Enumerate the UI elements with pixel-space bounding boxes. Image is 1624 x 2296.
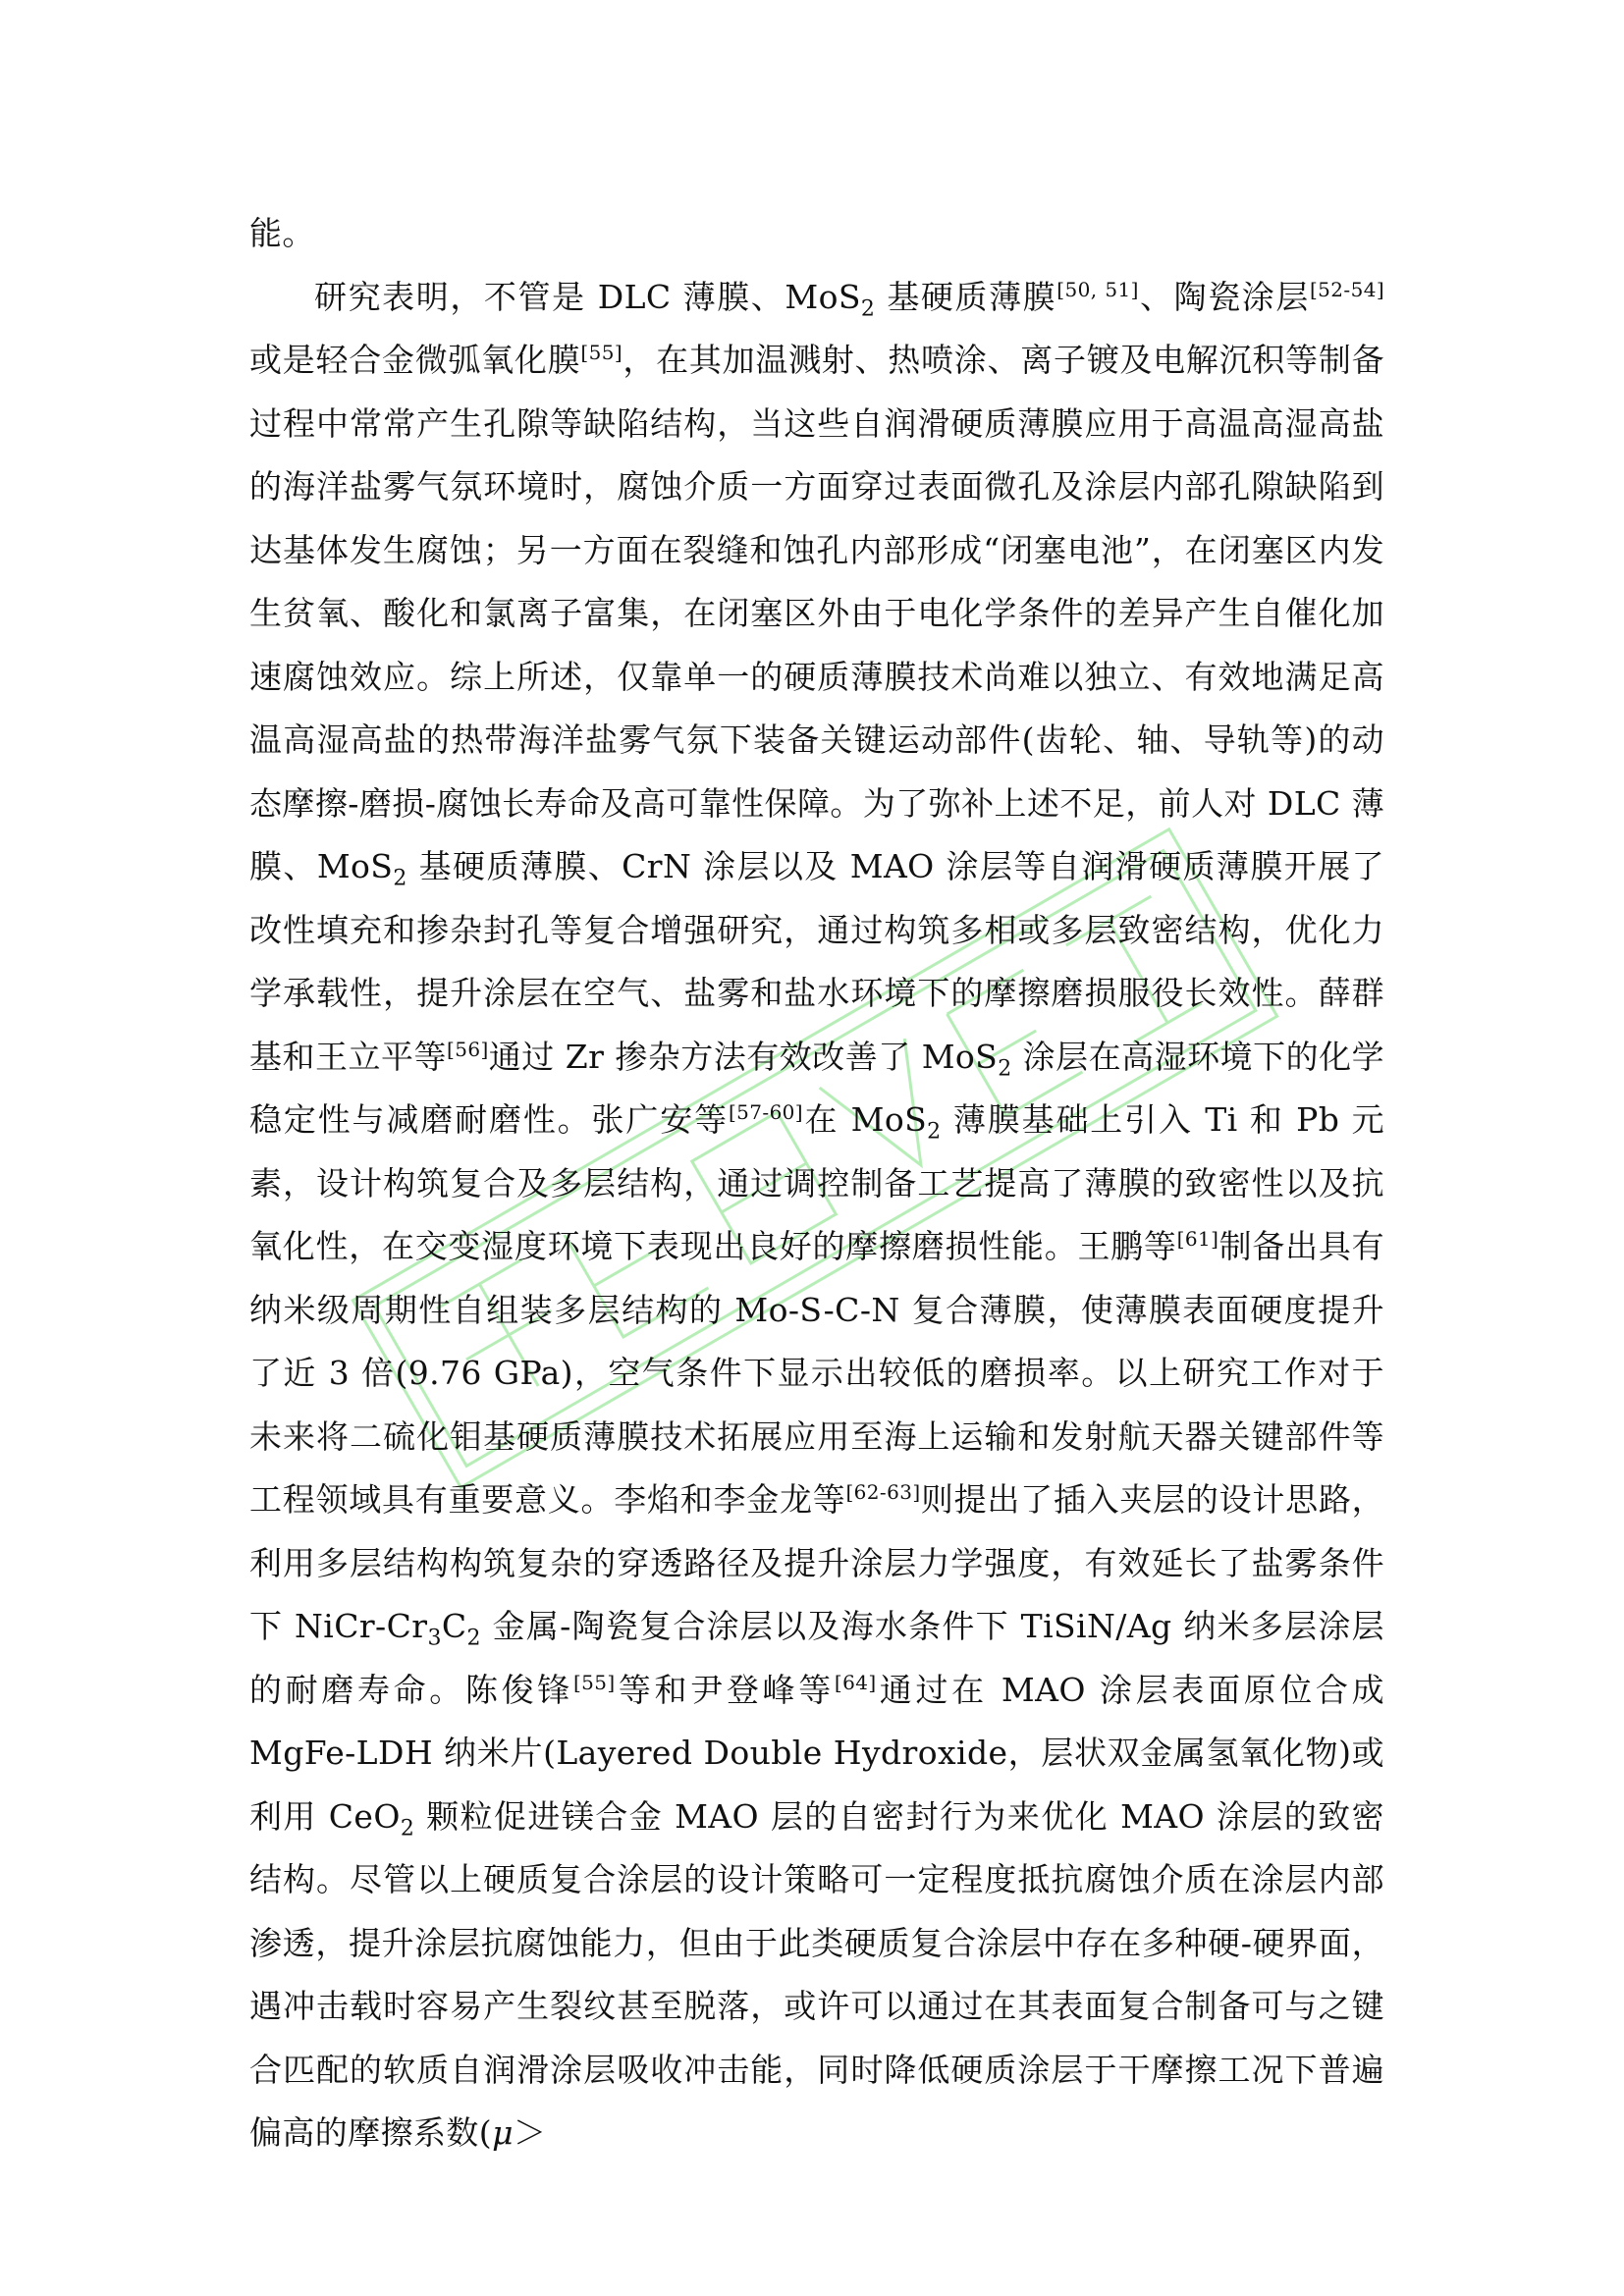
text-em: μ (492, 2113, 514, 2152)
text-run: 在 MoS (803, 1100, 928, 1139)
text-sup: [55] (572, 1670, 616, 1694)
text-run: 涂层在高湿环境下的化学稳定性与减磨耐磨性。张广安等 (249, 1037, 1384, 1139)
paragraph-research-review (249, 266, 1384, 2165)
text-sub: 2 (860, 296, 876, 322)
text-sup: [64] (834, 1670, 877, 1694)
text-sub: 2 (466, 1626, 481, 1651)
text-sub: 2 (400, 1816, 415, 1842)
text-run: 能。 (249, 214, 315, 252)
text-sup: [50, 51] (1056, 277, 1139, 301)
text-run: 金属-陶瓷复合涂层以及海水条件下 TiSiN/Ag 纳米多层涂层的耐磨寿命。陈俊锋 (249, 1607, 1384, 1709)
text-run: ＞ (513, 2113, 547, 2152)
text-run: ，在其加温溅射、热喷涂、离子镀及电解沉积等制备过程中常常产生孔隙等缺陷结构，当这些自润滑硬质薄膜应用于高温高湿高盐的海洋盐雾气氛环境时，腐蚀介质一方面穿过表面微孔及涂层内部孔隙缺陷到达基体发生腐蚀；另一方面在裂缝和蚀孔内部形成“闭塞电池”，在闭塞区内发生贫氧、酸化和氯离子富集，在闭塞区外由于电化学条件的差异产生自催化加速腐蚀效应。综上所述，仅靠单一的硬质薄膜技术尚难以独立、有效地满足高温高湿高盐的热带海洋盐雾气氛下装备关键运动部件(齿轮、轴、导轨等)的动态摩擦-磨损-腐蚀长寿命及高可靠性保障。为了弥补上述不足，前人对 DLC 薄膜、MoS (249, 341, 1385, 885)
text-run: 或是轻合金微弧氧化膜 (249, 341, 581, 379)
text-run: 、陶瓷涂层 (1138, 277, 1310, 316)
text-run: 薄膜基础上引入 Ti 和 Pb 元素，设计构筑复合及多层结构，通过调控制备工艺提高了薄膜的致密性以及抗氧化性，在交变湿度环境下表现出良好的摩擦磨损性能。王鹏等 (249, 1100, 1384, 1265)
text-sup: [52-54] (1309, 277, 1385, 301)
text-sup: [56] (447, 1037, 489, 1061)
text-sub: 3 (427, 1626, 442, 1651)
text-sup: [55] (580, 341, 623, 364)
text-run: 基硬质薄膜 (875, 277, 1057, 316)
text-run: 通过在 MAO 涂层表面原位合成 MgFe-LDH 纳米片(Layered Double Hydroxide，层状双金属氢氧化物)或利用 CeO (249, 1670, 1384, 1836)
text-sup: [61] (1176, 1227, 1219, 1251)
text-sup: [57-60] (728, 1100, 804, 1124)
text-run: 则提出了插入夹层的设计思路，利用多层结构构筑复杂的穿透路径及提升涂层力学强度，有效延长了盐雾条件下 NiCr-Cr (249, 1480, 1384, 1645)
text-run: 通过 Zr 掺杂方法有效改善了 MoS (488, 1037, 999, 1076)
text-run: 等和尹登峰等 (615, 1670, 835, 1709)
text-sub: 2 (998, 1056, 1012, 1082)
text-run: 制备出具有纳米级周期性自组装多层结构的 Mo-S-C-N 复合薄膜，使薄膜表面硬度提升了近 3 倍(9.76 GPa)，空气条件下显示出较低的磨损率。以上研究工作对于未来将二硫化钼基硬质薄膜技术拓展应用至海上运输和发射航天器关键部件等工程领域具有重要意义。李焰和李金龙等 (249, 1227, 1385, 1519)
text-run: C (441, 1607, 467, 1645)
text-sub: 2 (393, 866, 407, 891)
text-sub: 2 (927, 1119, 942, 1145)
text-run: 基硬质薄膜、CrN 涂层以及 MAO 涂层等自润滑硬质薄膜开展了改性填充和掺杂封孔等复合增强研究，通过构筑多相或多层致密结构，优化力学承载性，提升涂层在空气、盐雾和盐水环境下的摩擦磨损服役长效性。薛群基和王立平等 (249, 847, 1385, 1076)
text-run: 研究表明，不管是 DLC 薄膜、MoS (314, 277, 861, 316)
text-run: 颗粒促进镁合金 MAO 层的自密封行为来优化 MAO 涂层的致密结构。尽管以上硬质复合涂层的设计策略可一定程度抵抗腐蚀介质在涂层内部渗透，提升涂层抗腐蚀能力，但由于此类硬质复合涂层中存在多种硬-硬界面，遇冲击载时容易产生裂纹甚至脱落，或许可以通过在其表面复合制备可与之键合匹配的软质自润滑涂层吸收冲击能，同时降低硬质涂层于干摩擦工况下普遍偏高的摩擦系数( (249, 1796, 1384, 2152)
paragraph-continuation (249, 202, 1384, 266)
text-sup: [62-63] (845, 1480, 921, 1504)
body-text (249, 202, 1384, 2165)
